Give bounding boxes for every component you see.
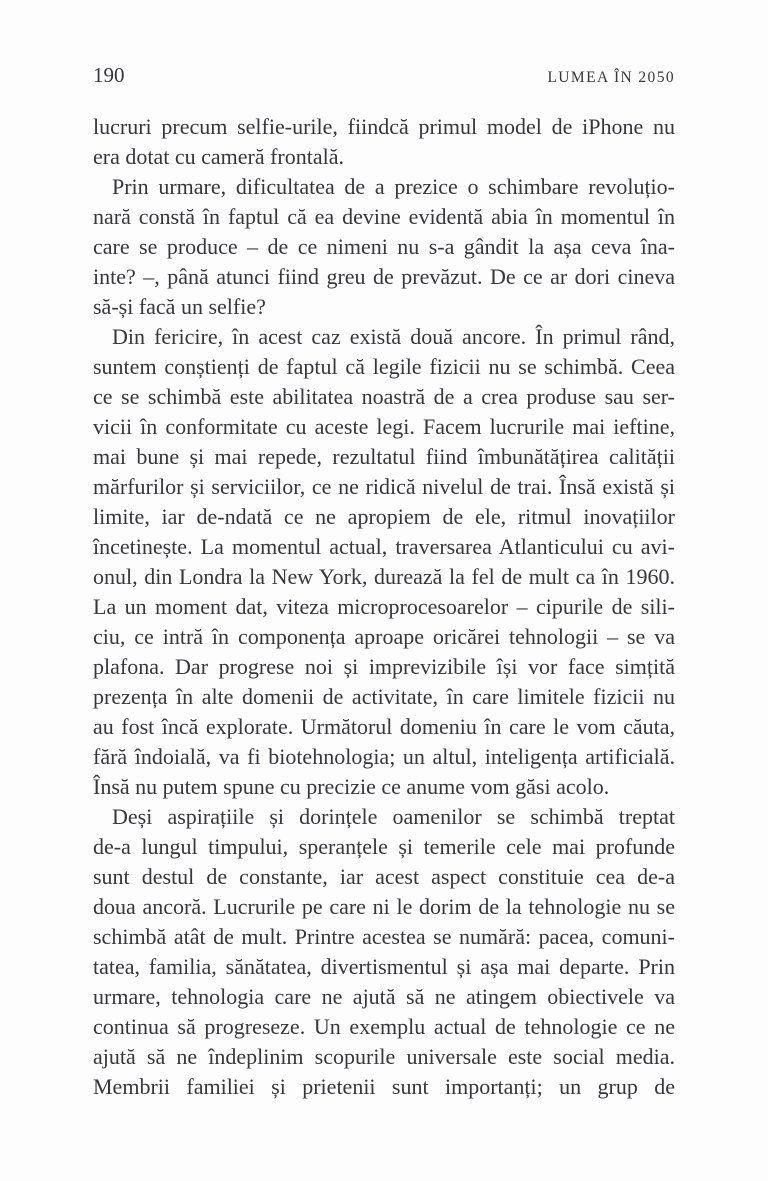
text-line: mărfurilor și serviciilor, ce ne ridică nivelul de trai. Însă există și <box>93 474 675 499</box>
page-number: 190 <box>93 63 125 87</box>
text-line: de-a lungul timpului, speranțele și temerile cele mai profunde <box>93 834 675 859</box>
text-line: La un moment dat, viteza microprocesoarelor – cipurile de sili- <box>93 594 675 619</box>
text-line: Prin urmare, dificultatea de a prezice o schimbare revoluțio- <box>112 174 675 199</box>
running-title: LUMEA ÎN 2050 <box>547 69 675 86</box>
text-line: au fost încă explorate. Următorul domeniu în care le vom căuta, <box>93 714 675 739</box>
text-line: ajută să ne îndeplinim scopurile universale este social media. <box>93 1044 675 1069</box>
text-line: onul, din Londra la New York, durează la fel de mult ca în 1960. <box>93 564 675 589</box>
text-line: Însă nu putem spune cu precizie ce anume vom găsi acolo. <box>93 774 610 799</box>
text-line: nară constă în faptul că ea devine evidentă abia în momentul în <box>93 204 675 229</box>
text-line: limite, iar de-ndată ce ne apropiem de ele, ritmul inovațiilor <box>93 504 675 529</box>
text-line: care se produce – de ce nimeni nu s-a gândit la așa ceva îna- <box>93 234 675 259</box>
text-line: să-și facă un selfie? <box>93 294 266 319</box>
text-line: tatea, familia, sănătatea, divertismentul și așa mai departe. Prin <box>93 954 675 979</box>
body-text <box>93 112 675 1102</box>
text-line: Deși aspirațiile și dorințele oamenilor se schimbă treptat <box>112 804 675 829</box>
text-line: urmare, tehnologia care ne ajută să ne atingem obiectivele va <box>93 984 675 1009</box>
text-line: Din fericire, în acest caz există două ancore. În primul rând, <box>112 324 675 349</box>
text-line: doua ancoră. Lucrurile pe care ni le dorim de la tehnologie nu se <box>93 894 675 919</box>
text-line: Membrii familiei și prietenii sunt importanți; un grup de <box>93 1074 675 1099</box>
text-line: mai bune și mai repede, rezultatul fiind îmbunătățirea calității <box>93 444 675 469</box>
text-line: lucruri precum selfie-urile, fiindcă primul model de iPhone nu <box>93 114 675 139</box>
text-line: fără îndoială, va fi biotehnologia; un altul, inteligența artificială. <box>93 744 675 769</box>
text-line: continua să progreseze. Un exemplu actual de tehnologie ce ne <box>93 1014 675 1039</box>
text-line: încetinește. La momentul actual, traversarea Atlanticului cu avi- <box>93 534 675 559</box>
text-line: suntem conștienți de faptul că legile fizicii nu se schimbă. Ceea <box>93 354 675 379</box>
text-line: inte? –, până atunci fiind greu de prevăzut. De ce ar dori cineva <box>93 264 675 289</box>
text-line: vicii în conformitate cu aceste legi. Facem lucrurile mai ieftine, <box>93 414 675 439</box>
text-line: prezența în alte domenii de activitate, în care limitele fizicii nu <box>93 684 675 709</box>
text-line: schimbă atât de mult. Printre acestea se numără: pacea, comuni- <box>93 924 675 949</box>
text-line: plafona. Dar progrese noi și imprevizibile își vor face simțită <box>93 654 675 679</box>
page-header <box>93 64 675 89</box>
text-line: era dotat cu cameră frontală. <box>93 144 345 169</box>
text-line: ce se schimbă este abilitatea noastră de a crea produse sau ser- <box>93 384 675 409</box>
text-line: sunt destul de constante, iar acest aspect constituie cea de-a <box>93 864 675 889</box>
text-line: ciu, ce intră în componența aproape oricărei tehnologii – se va <box>93 624 675 649</box>
